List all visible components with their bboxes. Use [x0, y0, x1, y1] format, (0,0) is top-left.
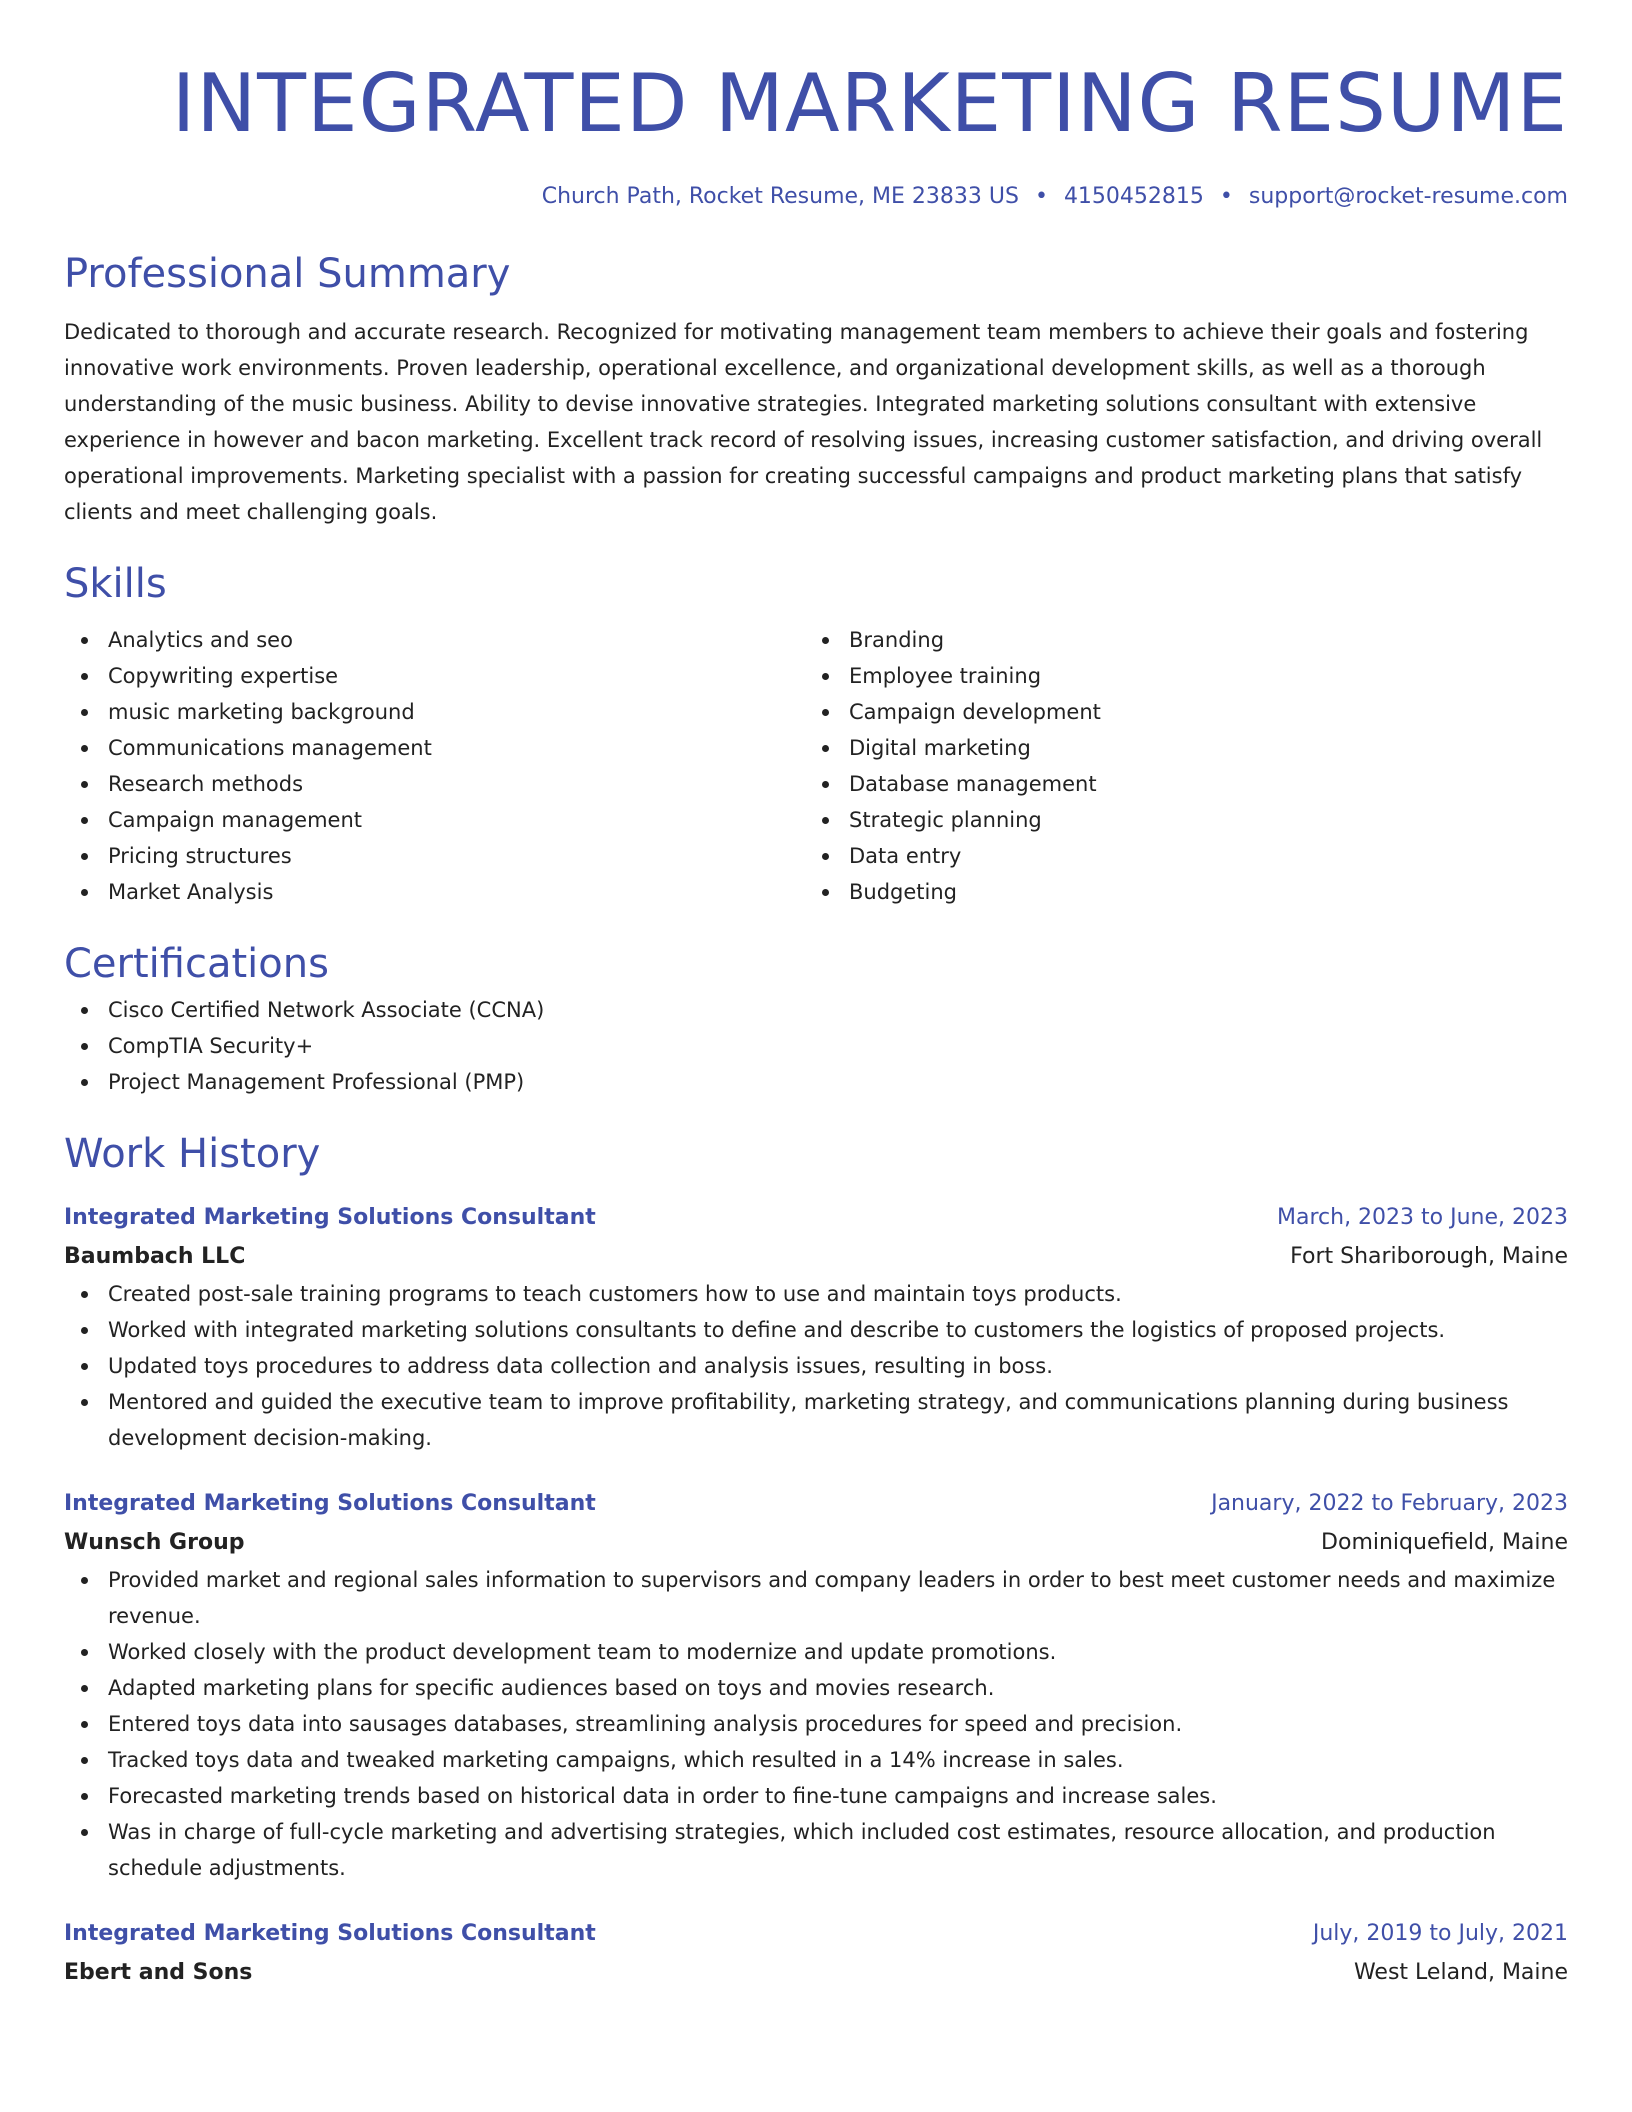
job-dates: March, 2023 to June, 2023 [1277, 1205, 1568, 1230]
contact-separator: • [1219, 184, 1233, 209]
job-company-row [64, 1954, 1568, 1992]
job-location: Fort Shariborough, Maine [1290, 1244, 1568, 1269]
skills-list-left [64, 622, 805, 910]
job-company-row [64, 1524, 1568, 1562]
section-title-skills: Skills [64, 561, 167, 607]
skill-item: Data entry [805, 838, 1546, 874]
job-location: West Leland, Maine [1353, 1960, 1568, 1985]
job-company-row [64, 1238, 1568, 1276]
skill-item: Analytics and seo [64, 622, 805, 658]
job-company: Wunsch Group [64, 1530, 245, 1555]
job-title: Integrated Marketing Solutions Consultant [64, 1491, 596, 1516]
skill-item: Campaign development [805, 694, 1546, 730]
skill-item: Employee training [805, 658, 1546, 694]
contact-address: Church Path, Rocket Resume, ME 23833 US [541, 184, 1019, 209]
skills-column-left [64, 622, 805, 910]
job-bullet-list [64, 1276, 1568, 1456]
job-bullet: Updated toys procedures to address data collection and analysis issues, resulting in boss. [64, 1348, 1568, 1384]
job-bullet: Created post-sale training programs to teach customers how to use and maintain toys products. [64, 1276, 1568, 1312]
contact-phone: 4150452815 [1063, 184, 1204, 209]
job-header-row [64, 1198, 1568, 1238]
certification-item: Project Management Professional (PMP) [64, 1064, 1568, 1100]
job-entry [64, 1484, 1568, 1886]
skill-item: Market Analysis [64, 874, 805, 910]
section-title-summary: Professional Summary [64, 251, 511, 297]
job-header-row [64, 1914, 1568, 1954]
job-title: Integrated Marketing Solutions Consultant [64, 1921, 596, 1946]
job-dates: January, 2022 to February, 2023 [1211, 1491, 1568, 1516]
skills-column-right [805, 622, 1546, 910]
skill-item: Budgeting [805, 874, 1546, 910]
certifications-list [64, 992, 1568, 1100]
skill-item: Strategic planning [805, 802, 1546, 838]
skill-item: Copywriting expertise [64, 658, 805, 694]
job-bullet: Tracked toys data and tweaked marketing campaigns, which resulted in a 14% increase in sales. [64, 1742, 1568, 1778]
job-bullet: Adapted marketing plans for specific audiences based on toys and movies research. [64, 1670, 1568, 1706]
skill-item: Branding [805, 622, 1546, 658]
skill-item: Digital marketing [805, 730, 1546, 766]
skill-item: Research methods [64, 766, 805, 802]
skills-grid [64, 622, 1568, 910]
skill-item: music marketing background [64, 694, 805, 730]
job-bullet: Worked with integrated marketing solutions consultants to define and describe to customers the logistics of proposed projects. [64, 1312, 1568, 1348]
certification-item: CompTIA Security+ [64, 1028, 1568, 1064]
contact-line [64, 182, 1568, 212]
job-bullet: Forecasted marketing trends based on historical data in order to fine-tune campaigns and increase sales. [64, 1778, 1568, 1814]
section-title-work-history: Work History [64, 1131, 321, 1177]
skills-list-right [805, 622, 1546, 910]
skill-item: Database management [805, 766, 1546, 802]
skill-item: Pricing structures [64, 838, 805, 874]
job-entry [64, 1198, 1568, 1456]
job-bullet: Mentored and guided the executive team to improve profitability, marketing strategy, and communications planning during business development decision-making. [64, 1384, 1568, 1456]
contact-separator: • [1034, 184, 1048, 209]
job-company: Ebert and Sons [64, 1960, 253, 1985]
skill-item: Communications management [64, 730, 805, 766]
job-bullet: Entered toys data into sausages databases, streamlining analysis procedures for speed and precision. [64, 1706, 1568, 1742]
job-dates: July, 2019 to July, 2021 [1312, 1921, 1568, 1946]
job-entry [64, 1914, 1568, 1992]
job-bullet: Provided market and regional sales information to supervisors and company leaders in order to best meet customer needs and maximize revenue. [64, 1562, 1568, 1634]
job-bullet: Worked closely with the product development team to modernize and update promotions. [64, 1634, 1568, 1670]
job-title: Integrated Marketing Solutions Consultant [64, 1205, 596, 1230]
job-company: Baumbach LLC [64, 1244, 246, 1269]
contact-email: support@rocket-resume.com [1248, 184, 1568, 209]
section-title-certifications: Certifications [64, 941, 329, 987]
summary-text: Dedicated to thorough and accurate research. Recognized for motivating management team members to achieve their goals and fostering innovative work environments. Proven leadership, operational excellence, and organizational development skills, as well as a thorough understanding of the music business. Ability to devise innovative strategies. Integrated marketing solutions consultant with extensive experience in however and bacon marketing. Excellent track record of resolving issues, increasing customer satisfaction, and driving overall operational improvements. Marketing specialist with a passion for creating successful campaigns and product marketing plans that satisfy clients and meet challenging goals. [64, 320, 1543, 524]
skill-item: Campaign management [64, 802, 805, 838]
job-header-row [64, 1484, 1568, 1524]
resume-name: INTEGRATED MARKETING RESUME [171, 57, 1568, 150]
job-bullet: Was in charge of full-cycle marketing and advertising strategies, which included cost estimates, resource allocation, and production schedule adjustments. [64, 1814, 1568, 1886]
certification-item: Cisco Certified Network Associate (CCNA) [64, 992, 1568, 1028]
job-location: Dominiquefield, Maine [1321, 1530, 1568, 1555]
job-bullet-list [64, 1562, 1568, 1886]
